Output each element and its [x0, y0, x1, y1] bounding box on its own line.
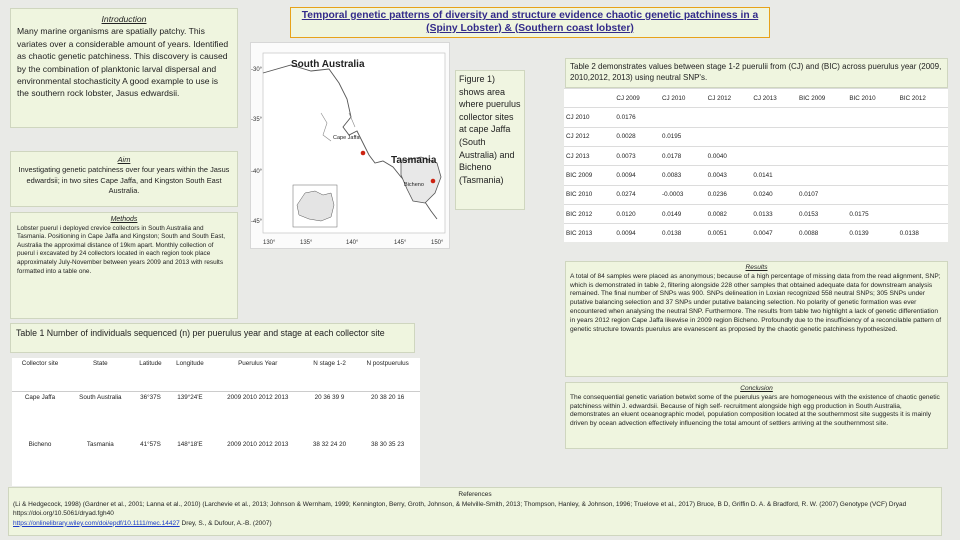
t2-value-cell: [847, 127, 897, 146]
table-row: [12, 391, 420, 438]
t2-value-cell: 0.0043: [706, 166, 752, 185]
map-label-cape-jaffa: Cape Jaffa: [333, 135, 360, 141]
map-figure: [250, 42, 450, 249]
map-label-south: South Australia: [291, 59, 365, 70]
methods-text: Lobster puerul i deployed crevice collectors in South Australia and Tasmania. Positioning in Cape Jaffa and Kingston; South and South East, Australia the approximal distance of 19km apart. Monthly collection of puerul i excavated by 24 collectors located in each region took place approximately July-November between years 2009 and 2013 with results formatted into a table one.: [17, 224, 226, 275]
map-label-tasmania: Tasmania: [391, 155, 437, 166]
t1-cell-n-stage: 20 36 39 9: [314, 393, 345, 401]
t2-row-label: BIC 2012: [564, 204, 614, 223]
references-citations: (Li & Hedgecock, 1998) (Gardner et al., 2001; Lanna et al., 2010) (Larchevie et al., 2013; Johnson & Wernham, 1999; Kennington, Berry, Groth, Johnson, & Melville-Smith, 2013; Thompson, Hanley, & Johnson, 1996; Truelove et al., 2017) Bruce, B D, Griffin D. A. & Bradford, R. W. (2007) Genotype (VCF) Dryad https://doi.org/10.5061/dryad.fgh40: [13, 500, 907, 518]
t2-value-cell: [898, 108, 948, 127]
t1-header-state: State: [68, 358, 133, 391]
t2-value-cell: 0.0236: [706, 185, 752, 204]
table-row: [564, 127, 948, 146]
t1-header-n-post: N postpuerulus: [355, 358, 420, 391]
t1-header-site: Collector site: [12, 358, 68, 391]
aim-panel: [10, 151, 238, 207]
t2-value-cell: 0.0082: [706, 204, 752, 223]
t2-value-cell: 0.0088: [797, 224, 847, 242]
t1-cell-years: 2009 2010 2012 2013: [227, 440, 289, 448]
t2-value-cell: 0.0175: [847, 204, 897, 223]
lat-label-35: -35°: [251, 117, 263, 123]
t2-value-cell: [660, 108, 706, 127]
t1-cell-longitude: 148°18'E: [177, 440, 203, 448]
methods-panel: [10, 212, 238, 319]
table-row: [564, 166, 948, 185]
table-1: [12, 358, 420, 486]
t2-header-cell: CJ 2013: [751, 89, 797, 108]
t2-header-cell: CJ 2009: [614, 89, 660, 108]
conclusion-panel: [565, 382, 948, 449]
t2-value-cell: 0.0120: [614, 204, 660, 223]
t2-value-cell: 0.0047: [751, 224, 797, 242]
aim-heading: Aim: [117, 155, 131, 164]
t1-header-latitude: Latitude: [133, 358, 169, 391]
t2-value-cell: [706, 127, 752, 146]
t2-value-cell: [847, 108, 897, 127]
results-panel: [565, 261, 948, 377]
t1-cell-site: Cape Jaffa: [24, 393, 56, 401]
references-text: [13, 500, 937, 529]
t2-row-label: BIC 2010: [564, 185, 614, 204]
introduction-heading: Introduction: [101, 14, 147, 24]
table-row: [12, 439, 420, 487]
t2-value-cell: [751, 146, 797, 165]
table-2-header-row: [564, 89, 948, 108]
t2-value-cell: 0.0138: [898, 224, 948, 242]
conclusion-heading: Conclusion: [740, 385, 773, 392]
introduction-panel: [10, 8, 238, 128]
t2-value-cell: 0.0040: [706, 146, 752, 165]
cape-jaffa-marker: [361, 151, 366, 156]
table-2-caption: Table 2 demonstrates values between stage 1-2 puerulii from (CJ) and (BIC) across puerulus year (2009, 2010,2012, 2013) using neutral SNP's.: [565, 58, 948, 88]
lat-label-40: -40°: [251, 169, 263, 175]
t2-value-cell: 0.0139: [847, 224, 897, 242]
references-heading: References: [458, 491, 492, 498]
t2-row-label: BIC 2009: [564, 166, 614, 185]
t2-value-cell: 0.0133: [751, 204, 797, 223]
t2-value-cell: 0.0274: [614, 185, 660, 204]
lon-label-130: 130°: [263, 240, 276, 246]
t2-value-cell: 0.0073: [614, 146, 660, 165]
t2-value-cell: 0.0195: [660, 127, 706, 146]
t2-row-label: CJ 2012: [564, 127, 614, 146]
t2-value-cell: [847, 185, 897, 204]
t2-value-cell: [751, 108, 797, 127]
figure-1-caption: Figure 1) shows area where puerulus collector sites at cape Jaffa (South Australia) and Bicheno (Tasmania): [455, 70, 525, 210]
t2-value-cell: [898, 204, 948, 223]
table-2: [564, 88, 948, 242]
t1-header-year: Puerulus Year: [212, 358, 304, 391]
aim-text: Investigating genetic patchiness over four years within the Jasus edwardsii; in two sites Cape Jaffa, and Kingston South East Australia.: [18, 165, 230, 196]
t2-value-cell: [797, 108, 847, 127]
lon-label-150: 150°: [431, 240, 444, 246]
t2-row-label: BIC 2013: [564, 224, 614, 242]
lon-label-145: 145°: [394, 240, 407, 246]
t2-value-cell: 0.0094: [614, 166, 660, 185]
t2-header-cell: BIC 2010: [847, 89, 897, 108]
t1-cell-years: 2009 2010 2012 2013: [227, 393, 289, 401]
lat-label-30: -30°: [251, 67, 263, 73]
australia-inset: [293, 185, 337, 227]
methods-heading: Methods: [110, 216, 138, 223]
t1-header-longitude: Longitude: [168, 358, 211, 391]
map-label-bicheno: Bicheno: [404, 182, 424, 188]
t2-value-cell: 0.0153: [797, 204, 847, 223]
t2-row-label: CJ 2010: [564, 108, 614, 127]
t2-value-cell: [706, 108, 752, 127]
t2-value-cell: 0.0028: [614, 127, 660, 146]
t1-cell-latitude: 41°57S: [140, 440, 161, 448]
lat-label-45: -45°: [251, 219, 263, 225]
table-1-caption: Table 1 Number of individuals sequenced (n) per puerulus year and stage at each collector site: [10, 323, 415, 353]
t1-cell-latitude: 36°37S: [140, 393, 161, 401]
references-link[interactable]: https://onlinelibrary.wiley.com/doi/epdf/10.1111/mec.14427: [13, 519, 180, 527]
t2-row-label: CJ 2013: [564, 146, 614, 165]
t2-value-cell: [797, 146, 847, 165]
t2-value-cell: 0.0094: [614, 224, 660, 242]
bicheno-marker: [431, 179, 436, 184]
t2-header-cell: [564, 89, 614, 108]
t2-value-cell: 0.0138: [660, 224, 706, 242]
t1-cell-n-post: 20 38 20 16: [371, 393, 405, 401]
conclusion-text: The consequential genetic variation betwixt some of the puerulus years are homogeneous with the existence of chaotic genetic patchiness within J. edwardsii. Because of high self- recruitment alongside high egg production in South Australia, demonstrates an eluent oceanographic model, population composition located at the southernmost site suggests it is mainly driven by ocean advection effectively influencing the total amount of settlers arriving at the southernmost site.: [570, 393, 940, 428]
t2-value-cell: 0.0178: [660, 146, 706, 165]
t2-value-cell: 0.0176: [614, 108, 660, 127]
table-row: [564, 185, 948, 204]
t2-value-cell: [898, 185, 948, 204]
t2-value-cell: 0.0240: [751, 185, 797, 204]
t2-header-cell: CJ 2010: [660, 89, 706, 108]
introduction-text: Many marine organisms are spatially patchy. This variates over a considerable amount of years. Identified as chaotic genetic patchiness. This discovery is caused by the combination of planktonic larval dispersal and environmental stochasticity A good example to use is the southern rock lobster, Jasus edwardsii.: [17, 26, 229, 99]
references-citations-tail: Drey, S., & Dufour, A.-B. (2007): [179, 519, 272, 527]
t1-cell-state: Tasmania: [86, 440, 114, 448]
t2-value-cell: -0.0003: [660, 185, 706, 204]
table-row: [564, 224, 948, 242]
results-text: A total of 84 samples were placed as anonymous; because of a high percentage of missing data from the read alignment, SNP; which is demonstrated in table 2, filtering alongside 228 other samples that obtained adequate data for downstream analysis remained. The final number of SNPs was 900. SNPs delineation in Loxian recognized 558 neutral SNPs; 305 SNPs under putative balancing selection and 37 SNPs under putative balancing selection. No polarity of genetic formation was ever encountered when analysing the neutral SNP. Furthermore. The results from table two highlight a lack of genetic differentiation in years 2012 region Cape Jaffa likewise in 2009 region Bicheno. Profoundly due to the insufficiency of a reconcilable pattern of genetic structure towards puerulus are evanescent as proposed by the chaotic genetic patchiness hypothesized.: [570, 272, 942, 333]
results-heading: Results: [745, 264, 768, 271]
table-row: [564, 146, 948, 165]
t2-value-cell: [797, 166, 847, 185]
map-frame: [263, 53, 445, 233]
t1-cell-state: South Australia: [79, 393, 122, 401]
references-panel: [8, 487, 942, 536]
t1-cell-site: Bicheno: [28, 440, 52, 448]
table-row: [564, 204, 948, 223]
t2-value-cell: 0.0141: [751, 166, 797, 185]
t2-value-cell: [898, 127, 948, 146]
lon-label-135: 135°: [300, 240, 313, 246]
t2-value-cell: [847, 166, 897, 185]
t2-value-cell: 0.0051: [706, 224, 752, 242]
map-svg: [251, 43, 451, 250]
t2-value-cell: [898, 146, 948, 165]
t2-value-cell: [898, 166, 948, 185]
t2-value-cell: 0.0083: [660, 166, 706, 185]
t2-header-cell: BIC 2009: [797, 89, 847, 108]
t1-cell-n-post: 38 30 35 23: [371, 440, 405, 448]
table-row: [564, 108, 948, 127]
t2-header-cell: BIC 2012: [898, 89, 948, 108]
t2-value-cell: [847, 146, 897, 165]
t2-value-cell: [797, 127, 847, 146]
t2-value-cell: 0.0107: [797, 185, 847, 204]
t2-value-cell: 0.0149: [660, 204, 706, 223]
lon-label-140: 140°: [346, 240, 359, 246]
t2-header-cell: CJ 2012: [706, 89, 752, 108]
t1-cell-n-stage: 38 32 24 20: [312, 440, 347, 448]
t1-header-n-stage: N stage 1-2: [304, 358, 355, 391]
table-1-header-row: [12, 358, 420, 391]
t2-value-cell: [751, 127, 797, 146]
t1-cell-longitude: 139°24'E: [177, 393, 203, 401]
poster-title: Temporal genetic patterns of diversity and structure evidence chaotic genetic patchiness in a (Spiny Lobster) & (Southern coast lobster): [290, 7, 770, 38]
